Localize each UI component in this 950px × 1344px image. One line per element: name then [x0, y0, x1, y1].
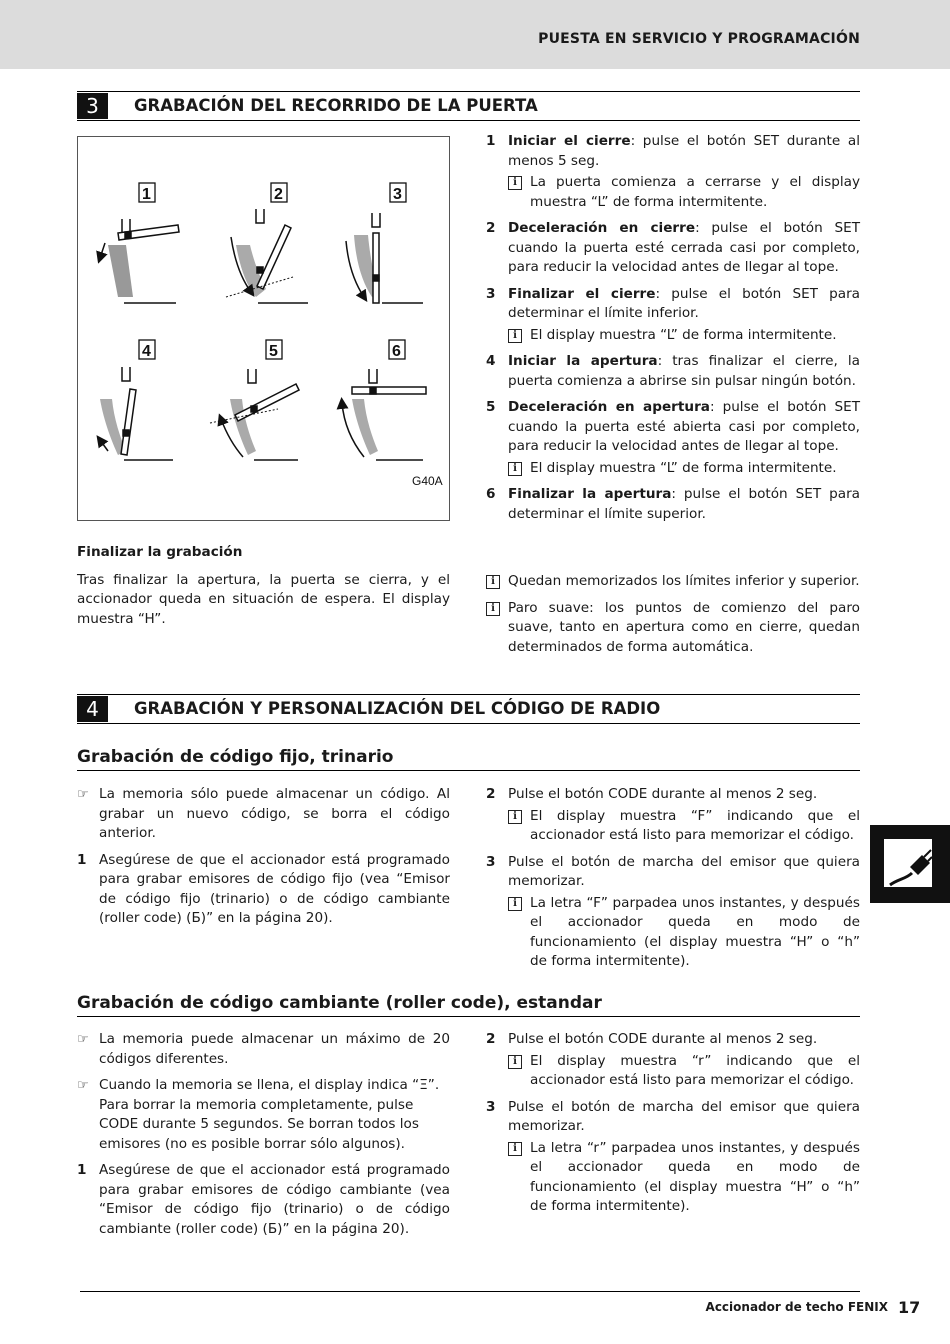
panel-label-1 [139, 183, 155, 203]
note-fixed-memory: ☞ La memoria sólo puede almacenar un código. Al grabar un nuevo código, se borra el código anterior. [77, 786, 450, 841]
page-number: 17 [898, 1298, 921, 1317]
rolling-step-3: 3 Pulse el botón de marcha del emisor que quiera memorizar. i La letra “r” parpadea unos instantes, y después el accionador queda en modo de funcionamiento (el display muestra “H” o “h” de forma intermitente). [486, 1098, 860, 1214]
info-icon: i [508, 897, 522, 911]
rolling-step-1: 1 Asegúrese de que el accionador está programado para grabar emisores de código cambiante (vea “Emisor de código fijo (trinario) o de código cambiante (roller code) (Б)” en la página 20). [77, 1162, 450, 1237]
header-title: PUESTA EN SERVICIO Y PROGRAMACIÓN [538, 31, 860, 47]
footer-text: Accionador de techo FENIX [705, 1300, 888, 1314]
info-icon: i [486, 602, 500, 616]
note-limits: i Quedan memorizados los límites inferior y superior. [486, 572, 860, 592]
rolling-code-title: Grabación de código cambiante (roller code), estandar [77, 993, 860, 1017]
step-1: 1 Iniciar el cierre: pulse el botón SET durante al menos 5 seg. i La puerta comienza a cerrarse y el display muestra “L” de forma intermitente. [486, 133, 860, 210]
page-header [0, 0, 950, 69]
step-4: 4 Iniciar la apertura: tras finalizar el cierre, la puerta comienza a abrirse sin pulsar ningún botón. [486, 353, 860, 389]
section-number: 3 [77, 93, 108, 119]
rolling-step-2: 2 Pulse el botón CODE durante al menos 2 seg. i El display muestra “r” indicando que el accionador está listo para memorizar el código. [486, 1031, 860, 1088]
fixed-code-left [77, 785, 450, 936]
chapter-tab [870, 825, 950, 903]
svg-text:6: 6 [392, 343, 401, 360]
rolling-code-right [486, 1030, 860, 1224]
svg-text:2: 2 [274, 186, 283, 203]
svg-text:3: 3 [393, 186, 402, 203]
section-number: 4 [77, 696, 108, 722]
fixed-code-right [486, 785, 860, 979]
figure-code: G40A [412, 474, 443, 488]
panel-label-3 [390, 183, 406, 203]
footer-rule [80, 1291, 860, 1292]
section-3-steps [486, 132, 860, 531]
panel-label-5 [266, 340, 282, 360]
note-memory-full: ☞ Cuando la memoria se llena, el display indica “Ξ”. Para borrar la memoria completamente, pulse CODE durante 5 segundos. Se borran todos los emisores (no es posible borrar sólo algunos). [77, 1077, 440, 1152]
info-icon: i [508, 329, 522, 343]
door-travel-figure [77, 136, 450, 521]
info-icon: i [486, 575, 500, 589]
end-recording [77, 543, 450, 629]
svg-text:5: 5 [269, 343, 278, 360]
svg-text:4: 4 [142, 343, 151, 360]
info-icon: i [508, 1055, 522, 1069]
svg-text:1: 1 [142, 186, 151, 203]
pointing-hand-icon: ☞ [77, 1078, 89, 1093]
panel-label-2 [271, 183, 287, 203]
info-icon: i [508, 462, 522, 476]
note-soft-stop: i Paro suave: los puntos de comienzo del paro suave, tanto en apertura como en cierre, quedan determinados de forma automática. [486, 599, 860, 658]
step-2: 2 Deceleración en cierre: pulse el botón SET cuando la puerta esté cerrada casi por completo, para reducir la velocidad antes de llegar al tope. [486, 220, 861, 275]
step-5: 5 Deceleración en apertura: pulse el botón SET cuando la puerta esté abierta casi por completo, para reducir la velocidad antes de llegar al tope. i El display muestra “L” de forma intermitente. [486, 399, 861, 476]
fixed-code-title: Grabación de código fijo, trinario [77, 747, 860, 771]
fixed-step-2: 2 Pulse el botón CODE durante al menos 2 seg. i El display muestra “F” indicando que el accionador está listo para memorizar el código. [486, 786, 860, 843]
section-title: GRABACIÓN DEL RECORRIDO DE LA PUERTA [134, 96, 538, 115]
pointing-hand-icon: ☞ [77, 787, 89, 802]
info-icon: i [508, 1142, 522, 1156]
section-4-heading [77, 694, 860, 724]
panel-label-6 [389, 340, 405, 360]
rolling-code-left [77, 1030, 450, 1246]
info-icon: i [508, 176, 522, 190]
note-rolling-memory: ☞ La memoria puede almacenar un máximo de 20 códigos diferentes. [77, 1031, 450, 1067]
fixed-step-3: 3 Pulse el botón de marcha del emisor que quiera memorizar. i La letra “F” parpadea unos instantes, y después el accionador queda en modo de funcionamiento (el display muestra “H” o “h” de forma intermitente). [486, 853, 860, 969]
pointing-hand-icon: ☞ [77, 1032, 89, 1047]
end-recording-title: Finalizar la grabación [77, 544, 243, 560]
info-icon: i [508, 810, 522, 824]
section-3-heading [77, 91, 860, 121]
section-title: GRABACIÓN Y PERSONALIZACIÓN DEL CÓDIGO DE RADIO [134, 699, 661, 718]
panel-label-4 [139, 340, 155, 360]
section-3-notes [486, 570, 860, 657]
step-3: 3 Finalizar el cierre: pulse el botón SET para determinar el límite inferior. i El display muestra “L” de forma intermitente. [486, 285, 860, 343]
end-recording-text: Tras finalizar la apertura, la puerta se cierra, y el accionador queda en situación de espera. El display muestra “H”. [77, 571, 450, 627]
plug-icon [884, 839, 932, 887]
door-diagram [78, 137, 449, 520]
step-6: 6 Finalizar la apertura: pulse el botón SET para determinar el límite superior. [486, 486, 860, 522]
fixed-step-1: 1 Asegúrese de que el accionador está programado para grabar emisores de código fijo (vea “Emisor de código fijo (trinario) o de código cambiante (roller code) (Б)” en la página 20). [77, 851, 450, 926]
